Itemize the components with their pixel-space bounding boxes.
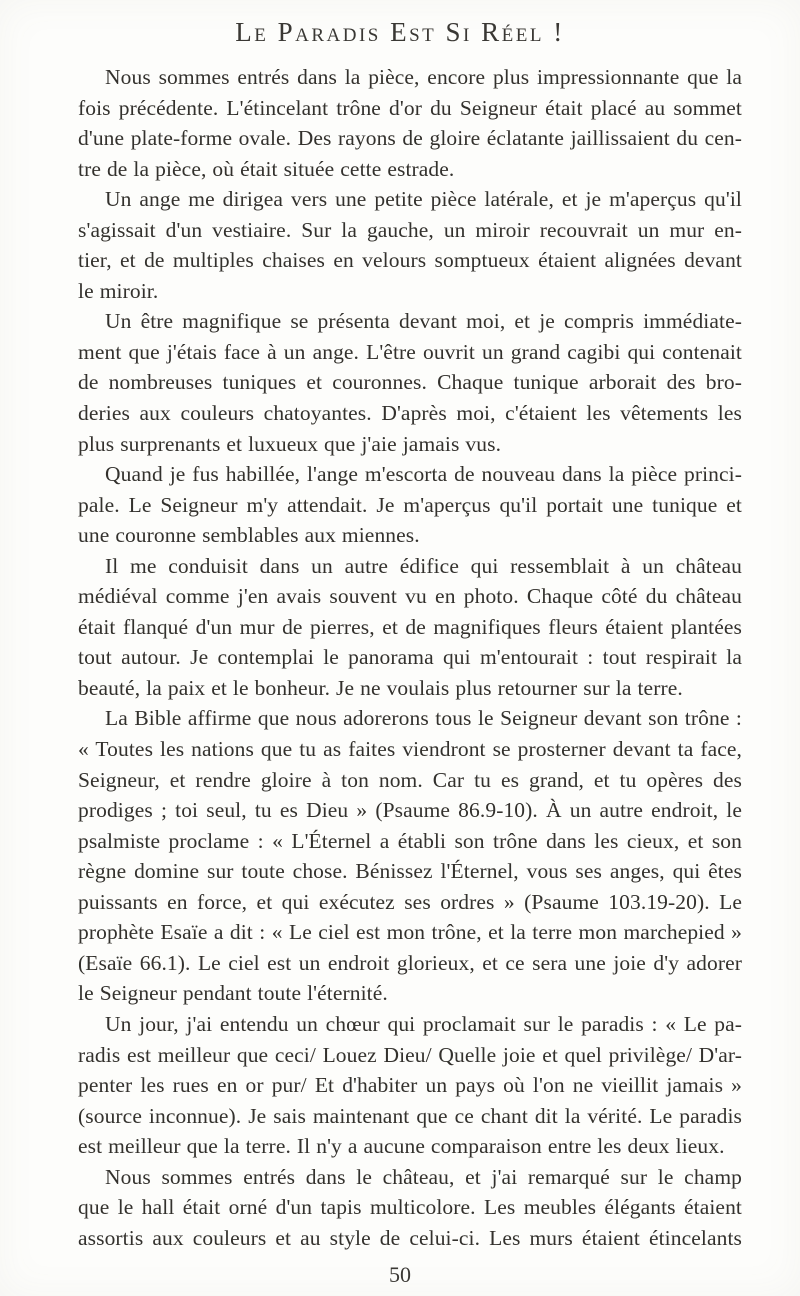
text-line: Un jour, j'ai entendu un chœur qui proclamait sur le paradis : « Le pa-: [105, 1011, 742, 1036]
paragraph: [78, 184, 742, 306]
text-line: médiéval comme j'en avais souvent vu en photo. Chaque côté du château: [78, 584, 742, 609]
text-line: psalmiste proclame : « L'Éternel a établi son trône dans les cieux, et son: [78, 828, 742, 853]
text-line: beauté, la paix et le bonheur. Je ne voulais plus retourner sur la terre.: [78, 675, 683, 700]
text-line: Nous sommes entrés dans le château, et j'ai remarqué sur le champ: [105, 1164, 742, 1189]
text-line: Quand je fus habillée, l'ange m'escorta de nouveau dans la pièce princi-: [105, 462, 742, 487]
text-line: plus surprenants et luxueux que j'aie jamais vus.: [78, 431, 502, 456]
text-line: tier, et de multiples chaises en velours somptueux étaient alignées devant: [78, 248, 742, 273]
paragraph: [78, 551, 742, 704]
paragraph: [78, 62, 742, 184]
text-line: est meilleur que la terre. Il n'y a aucune comparaison entre les deux lieux.: [78, 1134, 725, 1159]
paragraph: [78, 1162, 742, 1254]
text-line: « Toutes les nations que tu as faites viendront se prosterner devant ta face,: [78, 737, 742, 762]
text-line: tout autour. Je contemplai le panorama qui m'entourait : tout respirait la: [78, 645, 742, 670]
text-line: Seigneur, et rendre gloire à ton nom. Car tu es grand, et tu opères des: [78, 767, 742, 792]
text-line: s'agissait d'un vestiaire. Sur la gauche, un miroir recouvrait un mur en-: [78, 217, 742, 242]
text-line: pale. Le Seigneur m'y attendait. Je m'aperçus qu'il portait une tunique et: [78, 492, 742, 517]
page-number: 50: [389, 1262, 411, 1287]
text-line: était flanqué d'un mur de pierres, et de magnifiques fleurs étaient plantées: [78, 614, 742, 639]
text-line: d'une plate-forme ovale. Des rayons de gloire éclatante jaillissaient du cen-: [78, 126, 742, 151]
text-line: penter les rues en or pur/ Et d'habiter un pays où l'on ne vieillit jamais »: [78, 1073, 742, 1098]
text-line: une couronne semblables aux miennes.: [78, 523, 420, 548]
text-line: règne domine sur toute chose. Bénissez l'Éternel, vous ses anges, qui êtes: [78, 859, 742, 884]
text-line: le Seigneur pendant toute l'éternité.: [78, 981, 388, 1006]
text-line: que le hall était orné d'un tapis multicolore. Les meubles élégants étaient: [78, 1195, 742, 1220]
text-line: assortis aux couleurs et au style de celui-ci. Les murs étaient étincelants: [78, 1225, 742, 1250]
text-line: puissants en force, et qui exécutez ses ordres » (Psaume 103.19-20). Le: [78, 889, 742, 914]
paragraph: [78, 306, 742, 459]
text-line: de nombreuses tuniques et couronnes. Chaque tunique arborait des bro-: [78, 370, 742, 395]
text-line: Un être magnifique se présenta devant moi, et je compris immédiate-: [105, 309, 742, 334]
text-line: Il me conduisit dans un autre édifice qui ressemblait à un château: [105, 553, 742, 578]
text-line: Nous sommes entrés dans la pièce, encore plus impressionnante que la: [105, 65, 742, 89]
text-line: fois précédente. L'étincelant trône d'or du Seigneur était placé au sommet: [78, 95, 742, 120]
paragraph: [78, 459, 742, 551]
text-line: (source inconnue). Je sais maintenant que ce chant dit la vérité. Le paradis: [78, 1103, 742, 1128]
text-line: prodiges ; toi seul, tu es Dieu » (Psaume 86.9-10). À un autre endroit, le: [78, 798, 742, 823]
text-line: La Bible affirme que nous adorerons tous le Seigneur devant son trône :: [105, 706, 742, 731]
text-line: le miroir.: [78, 278, 159, 303]
text-line: (Esaïe 66.1). Le ciel est un endroit glorieux, et ce sera une joie d'y adorer: [78, 950, 742, 975]
text-line: deries aux couleurs chatoyantes. D'après moi, c'étaient les vêtements les: [78, 401, 742, 426]
chapter-title: Le Paradis Est Si Réel !: [235, 17, 565, 47]
text-line: Un ange me dirigea vers une petite pièce latérale, et je m'aperçus qu'il: [105, 187, 742, 212]
text-line: tre de la pièce, où était située cette estrade.: [78, 156, 455, 181]
text-block: [0, 48, 800, 1253]
paragraph: [78, 703, 742, 1008]
text-line: radis est meilleur que ceci/ Louez Dieu/ Quelle joie et quel privilège/ D'ar-: [78, 1042, 742, 1067]
paragraph: [78, 1009, 742, 1162]
text-line: prophète Esaïe a dit : « Le ciel est mon trône, et la terre mon marchepied »: [78, 920, 742, 945]
text-line: ment que j'étais face à un ange. L'être ouvrit un grand cagibi qui contenait: [78, 339, 742, 364]
